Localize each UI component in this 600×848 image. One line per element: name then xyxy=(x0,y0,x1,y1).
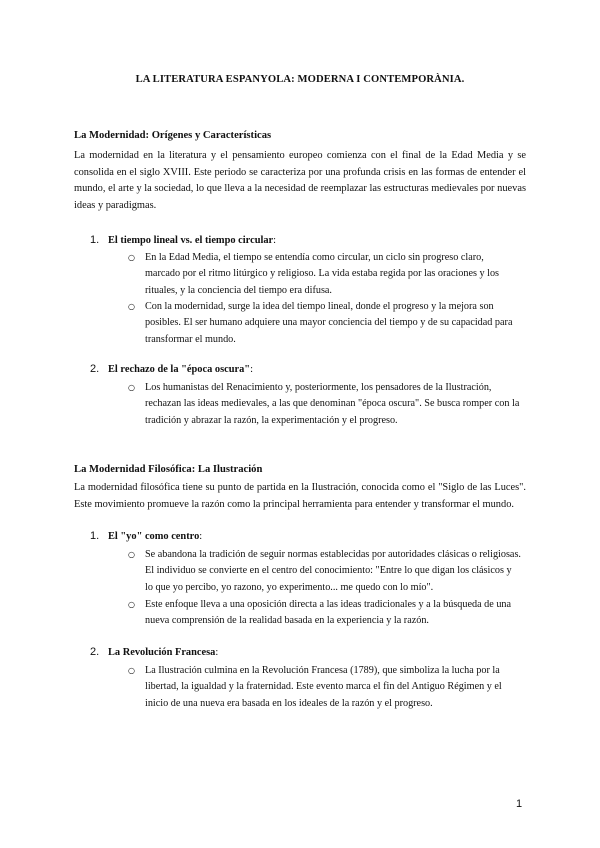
list-heading: El "yo" como centro xyxy=(108,531,200,542)
list-heading: La Revolución Francesa xyxy=(108,647,216,658)
circle-bullet-icon: ○ xyxy=(128,550,135,559)
bullet-text: En la Edad Media, el tiempo se entendía como circular, un ciclo sin progreso claro, marcado por el ritmo litúrgico y religioso. La vida estaba regida por las oraciones y los rituales, y la conciencia del tiempo era difusa. xyxy=(145,252,500,296)
document-title: LA LITERATURA ESPANYOLA: MODERNA I CONTEMPORÀNIA. xyxy=(135,74,465,85)
list-item xyxy=(90,646,218,658)
bullet-text: Con la modernidad, surge la idea del tiempo lineal, donde el progreso y la mejora son posibles. El ser humano adquiere una mayor conciencia del tiempo y de su capacidad para transformar el mundo. xyxy=(145,301,513,345)
circle-bullet-icon: ○ xyxy=(128,383,135,392)
section-heading: La Modernidad Filosófica: La Ilustración xyxy=(74,464,263,475)
list-heading-suffix: : xyxy=(250,364,253,375)
list-item xyxy=(90,234,276,246)
list-heading: El tiempo lineal vs. el tiempo circular xyxy=(108,235,274,246)
list-number: 2. xyxy=(90,646,100,658)
circle-bullet-icon: ○ xyxy=(128,666,135,675)
list-number: 2. xyxy=(90,363,100,375)
list-heading-suffix: : xyxy=(215,647,219,658)
list-heading-suffix: : xyxy=(199,531,203,542)
section-intro: La modernidad filosófica tiene su punto de partida en la Ilustración, conocida como el "Siglo de las Luces". Este movimiento promueve la razón como la principal herramienta para entender y transformar el mundo. xyxy=(74,482,526,510)
section-heading: La Modernidad: Orígenes y Características xyxy=(74,130,272,141)
list-heading: El rechazo de la "época oscura" xyxy=(108,364,251,375)
section-intro: La modernidad en la literatura y el pensamiento europeo comienza con el final de la Edad Media y se consolida en el siglo XVIII. Este periodo se caracteriza por una profunda crisis en las formas de entender el mundo, el arte y la sociedad, lo que lleva a la necesidad de reemplazar las estructuras medievales por nuevas ideas y paradigmas. xyxy=(74,150,526,211)
bullet-text: Se abandona la tradición de seguir normas establecidas por autoridades clásicas o religiosas. El individuo se convierte en el centro del conocimiento: "Entre lo que digan los clásicos y lo que yo percibo, yo razono, yo experimento... me quedo con lo mío". xyxy=(145,549,521,593)
list-number: 1. xyxy=(90,234,100,246)
bullet-text: Este enfoque lleva a una oposición directa a las ideas tradicionales y a la búsqueda de una nueva comprensión de la realidad basada en la experiencia y la razón. xyxy=(145,599,512,627)
page-number: 1 xyxy=(516,798,523,810)
list-heading-suffix: : xyxy=(273,235,277,246)
list-item xyxy=(90,363,253,375)
bullet-text: Los humanistas del Renacimiento y, posteriormente, los pensadores de la Ilustración, rechazan las ideas medievales, a las que denominan "época oscura". Se busca romper con la tradición y abrazar la razón, la experimentación y el progreso. xyxy=(145,382,520,426)
bullet-text: La Ilustración culmina en la Revolución Francesa (1789), que simboliza la lucha por la libertad, la igualdad y la fraternidad. Este evento marca el fin del Antiguo Régimen y el inicio de una nueva era basada en los ideales de la razón y el progreso. xyxy=(145,665,502,709)
list-item xyxy=(90,530,202,542)
list-number: 1. xyxy=(90,530,100,542)
circle-bullet-icon: ○ xyxy=(128,302,135,311)
circle-bullet-icon: ○ xyxy=(128,253,135,262)
circle-bullet-icon: ○ xyxy=(128,600,135,609)
